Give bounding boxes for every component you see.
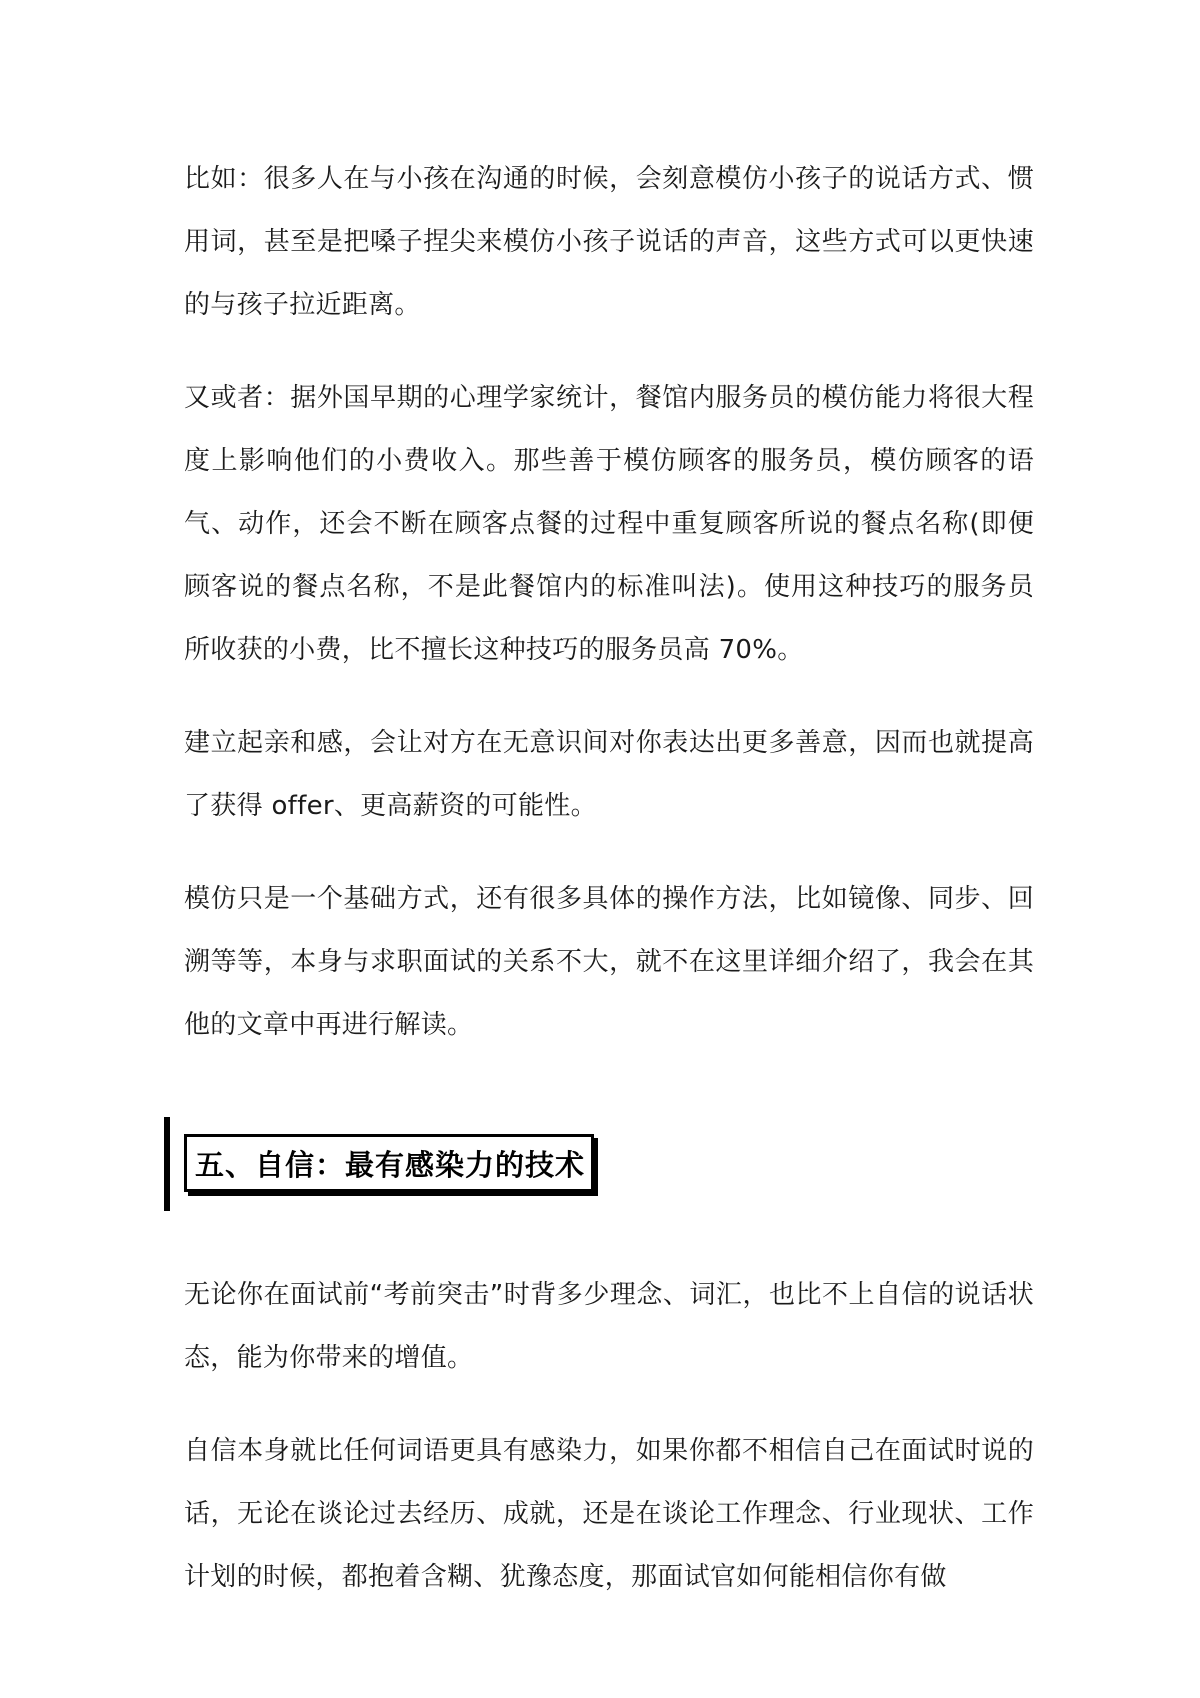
section-heading-text: 五、自信：最有感染力的技术	[195, 1147, 586, 1182]
paragraph-imitation-methods: 模仿只是一个基础方式，还有很多具体的操作方法，比如镜像、同步、回溯等等，本身与求职面试的关系不大，就不在这里详细介绍了，我会在其他的文章中再进行解读。	[184, 884, 1034, 1040]
paragraph-rapport: 建立起亲和感，会让对方在无意识间对你表达出更多善意，因而也就提高了获得 offer、更高薪资的可能性。	[184, 728, 1034, 821]
paragraph-confidence-detail: 自信本身就比任何词语更具有感染力，如果你都不相信自己在面试时说的话，无论在谈论过去经历、成就，还是在谈论工作理念、行业现状、工作计划的时候，都抱着含糊、犹豫态度，那面试官如何能相信你有做	[184, 1436, 1034, 1592]
paragraph-example-children: 比如：很多人在与小孩在沟通的时候，会刻意模仿小孩子的说话方式、惯用词，甚至是把嗓子捏尖来模仿小孩子说话的声音，这些方式可以更快速的与孩子拉近距离。	[184, 164, 1034, 320]
heading-accent-bar	[164, 1117, 170, 1211]
section-heading	[184, 1117, 1034, 1211]
paragraph-confidence-intro: 无论你在面试前“考前突击”时背多少理念、词汇，也比不上自信的说话状态，能为你带来的增值。	[184, 1280, 1034, 1373]
heading-frame	[184, 1134, 594, 1192]
paragraph-example-waiters: 又或者：据外国早期的心理学家统计，餐馆内服务员的模仿能力将很大程度上影响他们的小费收入。那些善于模仿顾客的服务员，模仿顾客的语气、动作，还会不断在顾客点餐的过程中重复顾客所说的餐点名称(即便顾客说的餐点名称，不是此餐馆内的标准叫法)。使用这种技巧的服务员所收获的小费，比不擅长这种技巧的服务员高 70%。	[184, 383, 1034, 665]
article-body	[184, 148, 1034, 1609]
